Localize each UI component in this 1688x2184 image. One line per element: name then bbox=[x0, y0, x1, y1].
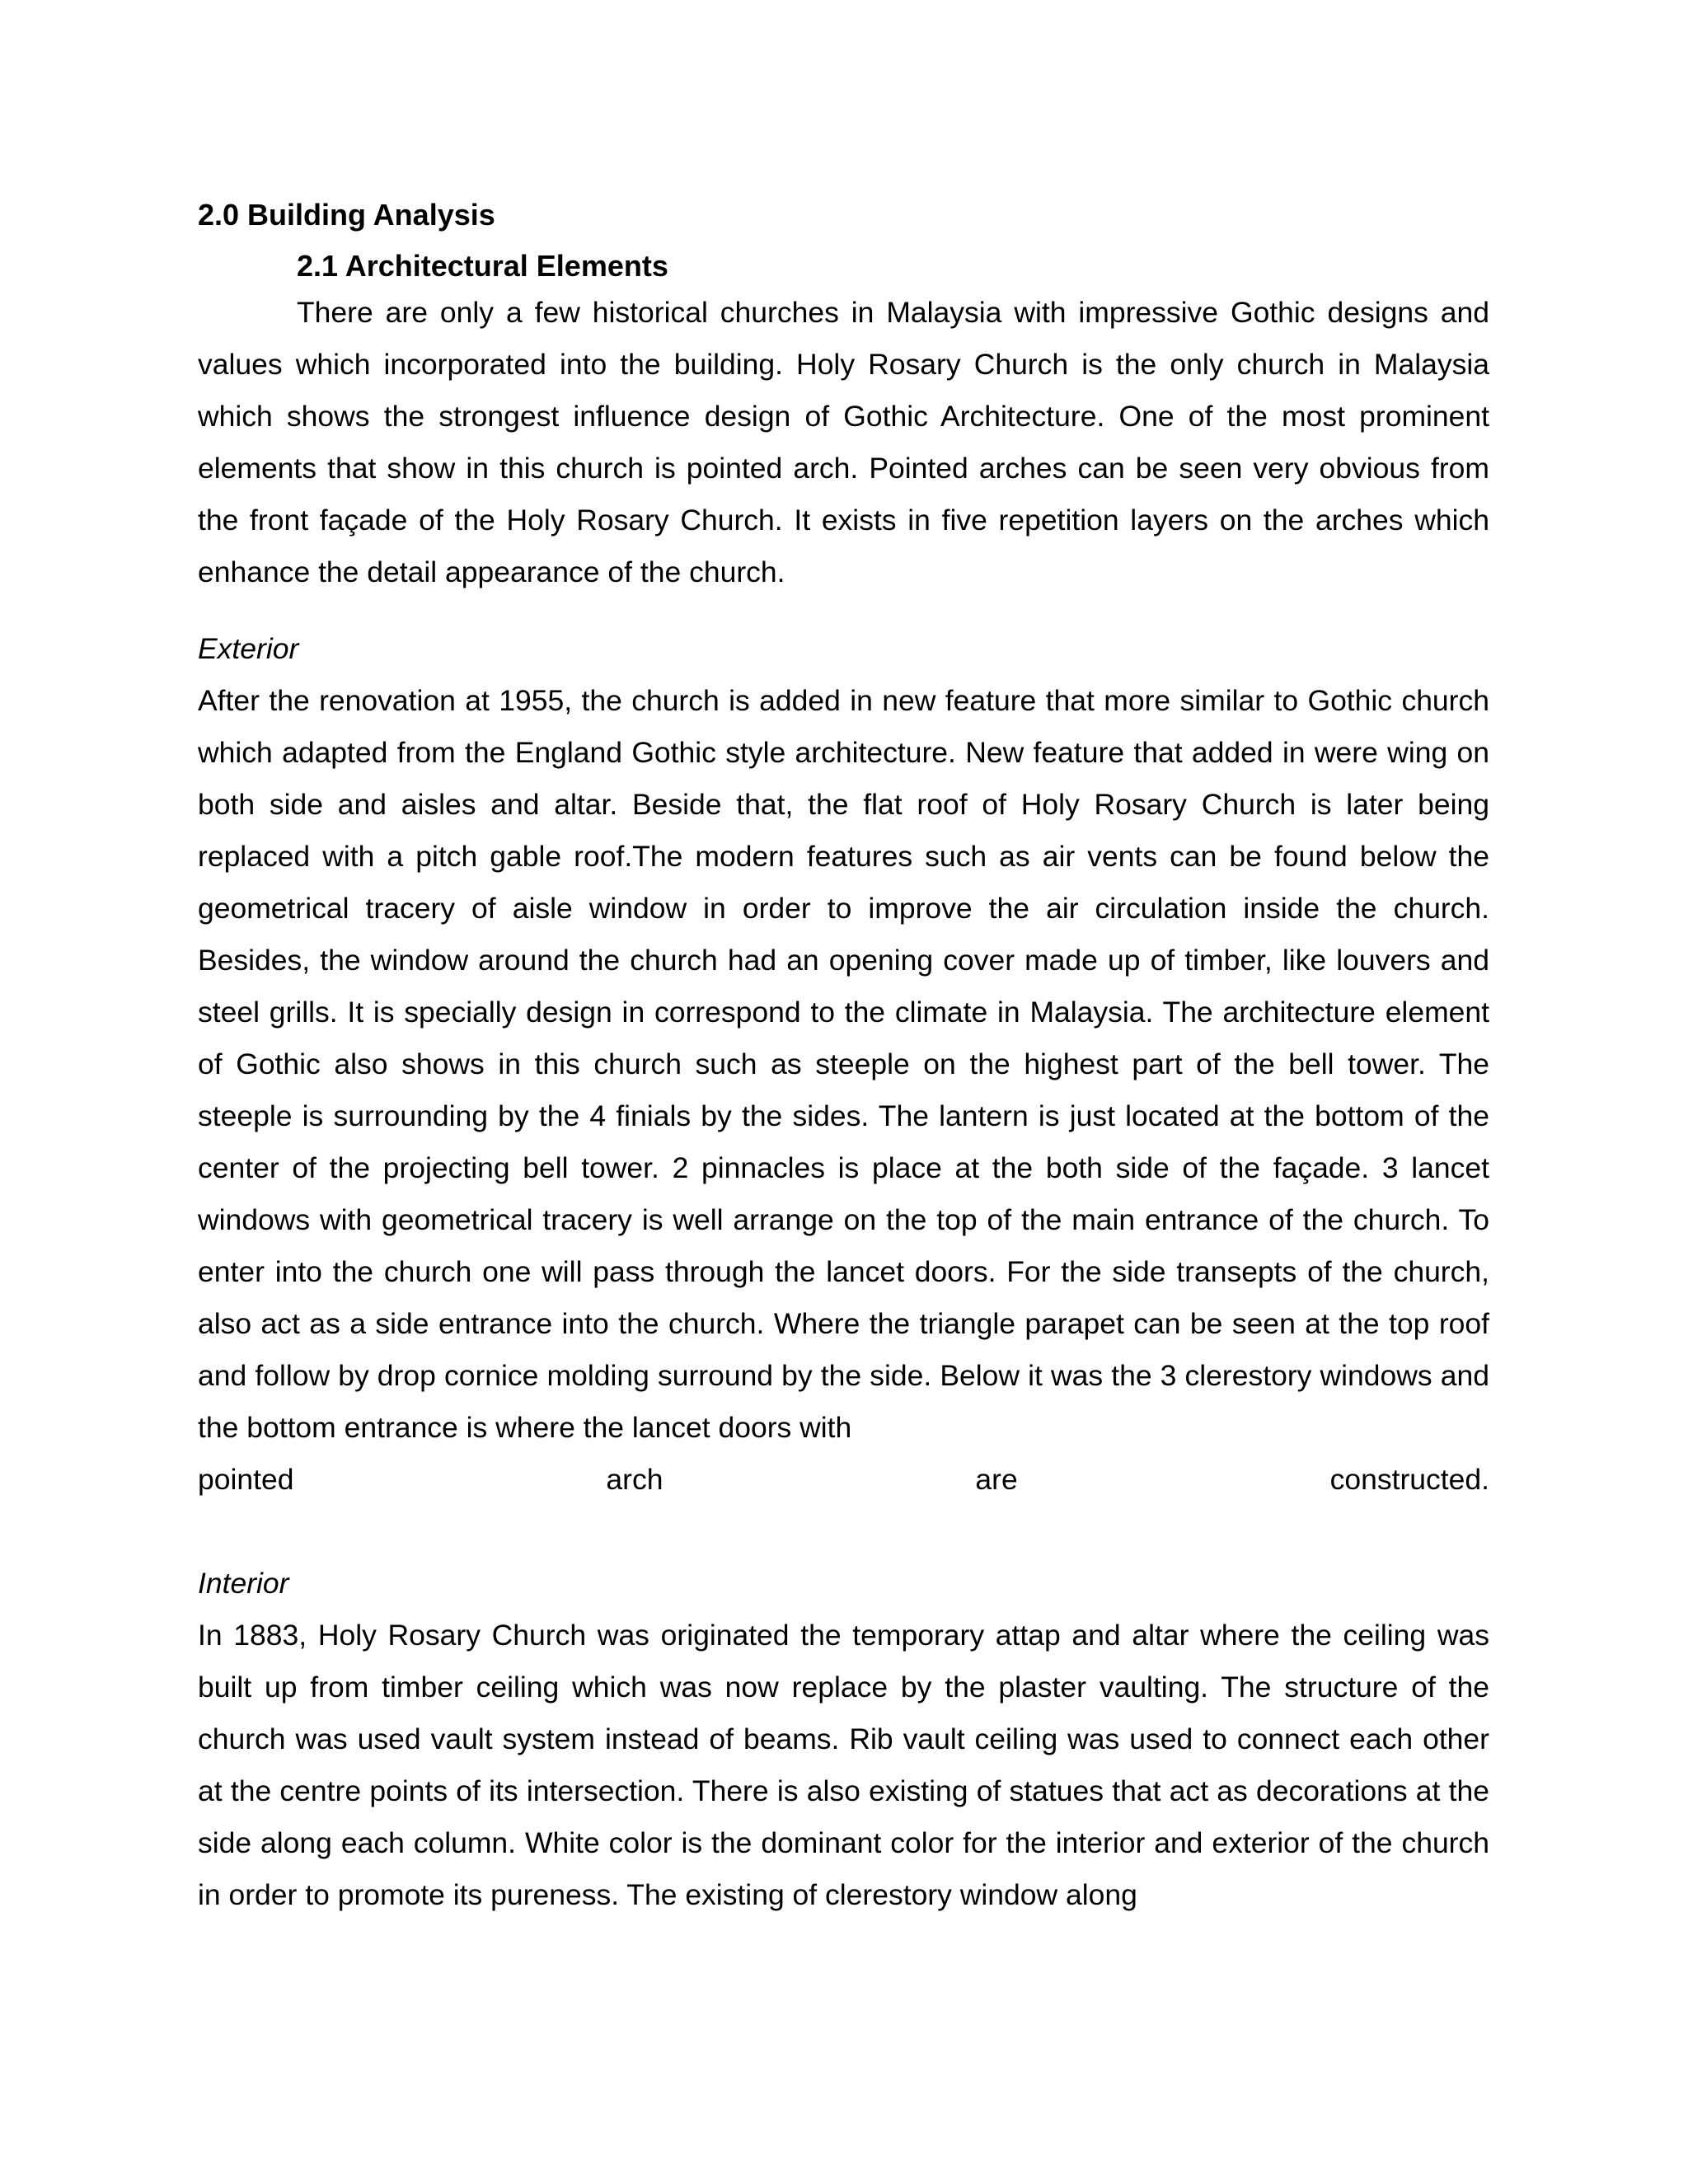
intro-paragraph: There are only a few historical churches in Malaysia with impressive Gothic designs and values which incorporated into the building. Holy Rosary Church is the only church in Malaysia which shows the strongest influence design of Gothic Architecture. One of the most prominent elements that show in this church is pointed arch. Pointed arches can be seen very obvious from the front façade of the Holy Rosary Church. It exists in five repetition layers on the arches which enhance the detail appearance of the church. bbox=[198, 296, 1489, 588]
subsection-heading: 2.1 Architectural Elements bbox=[297, 249, 668, 283]
last-line-word: pointed bbox=[198, 1463, 294, 1496]
last-line-word: constructed. bbox=[1329, 1463, 1489, 1496]
interior-paragraph: In 1883, Holy Rosary Church was originated the temporary attap and altar where the ceiling was built up from timber ceiling which was now replace by the plaster vaulting. The structure of the church was used vault system instead of beams. Rib vault ceiling was used to connect each other at the centre points of its intersection. There is also existing of statues that act as decorations at the side along each column. White color is the dominant color for the interior and exterior of the church in order to promote its pureness. The existing of clerestory window along bbox=[198, 1619, 1489, 1911]
last-line-word: are bbox=[975, 1463, 1018, 1496]
interior-label: Interior bbox=[198, 1567, 289, 1600]
section-heading: 2.0 Building Analysis bbox=[198, 198, 495, 232]
last-line-word: arch bbox=[606, 1463, 663, 1496]
exterior-paragraph-last-line bbox=[198, 1454, 1489, 1506]
exterior-label: Exterior bbox=[198, 632, 299, 665]
exterior-paragraph: After the renovation at 1955, the church is added in new feature that more similar to Gothic church which adapted from the England Gothic style architecture. New feature that added in were wing on both side and aisles and altar. Beside that, the flat roof of Holy Rosary Church is later being replaced with a pitch gable roof.The modern features such as air vents can be found below the geometrical tracery of aisle window in order to improve the air circulation inside the church. Besides, the window around the church had an opening cover made up of timber, like louvers and steel grills. It is specially design in correspond to the climate in Malaysia. The architecture element of Gothic also shows in this church such as steeple on the highest part of the bell tower. The steeple is surrounding by the 4 finials by the sides. The lantern is just located at the bottom of the center of the projecting bell tower. 2 pinnacles is place at the both side of the façade. 3 lancet windows with geometrical tracery is well arrange on the top of the main entrance of the church. To enter into the church one will pass through the lancet doors. For the side transepts of the church, also act as a side entrance into the church. Where the triangle parapet can be seen at the top roof and follow by drop cornice molding surround by the side. Below it was the 3 clerestory windows and the bottom entrance is where the lancet doors with bbox=[198, 684, 1489, 1444]
page-content bbox=[198, 194, 1489, 1921]
